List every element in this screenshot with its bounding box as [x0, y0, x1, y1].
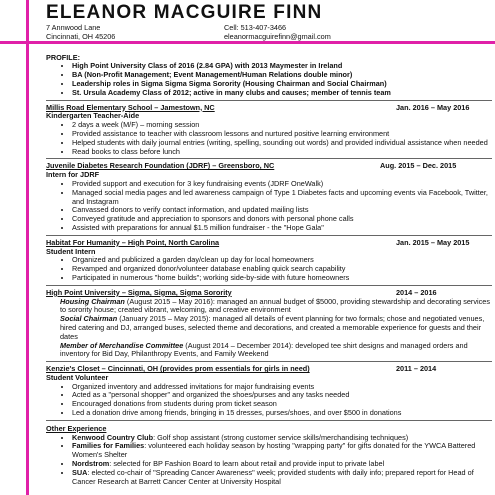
job-organization: Kenzie's Closet – Cincinnati, OH (provides prom essentials for girls in need) — [46, 364, 310, 374]
sorority-entry-title: Member of Merchandise Committee — [60, 340, 184, 350]
profile-heading: PROFILE: — [46, 52, 81, 62]
job-bullet: • Conveyed gratitude and appreciation to sponsors and donors with personal phone calls — [72, 215, 492, 224]
profile-list — [46, 62, 492, 97]
profile-item: • High Point University Class of 2016 (2.84 GPA) with 2013 Maymester in Ireland — [72, 62, 492, 71]
job-bullet: • Organized and publicized a garden day/clean up day for local homeowners — [72, 256, 492, 265]
section-divider — [46, 235, 492, 236]
job-role: Student Volunteer — [46, 372, 109, 382]
job-organization: Habitat For Humanity – High Point, North Carolina — [46, 237, 220, 247]
job-kenzies-closet — [46, 365, 492, 418]
job-bullet: • Canvassed donors to verify contact information, and updated mailing lists — [72, 206, 492, 215]
sorority-entry-text: (August 2014 – December 2014): developed tee shirt designs and managed orders and inventory for Bid Day, Philanthropy Events, and Family Weekend — [60, 340, 468, 359]
job-bullet: • Encouraged donations from students during prom ticket season — [72, 400, 492, 409]
address-line-2: Cincinnati, OH 45206 — [46, 31, 116, 41]
email-address[interactable]: eleanormacguirefinn@gmail.com — [224, 31, 331, 41]
job-organization: High Point University – Sigma, Sigma, Sigma Sorority — [46, 287, 232, 297]
resume-name: ELEANOR MACGUIRE FINN — [46, 2, 323, 23]
sorority-entry — [46, 298, 492, 316]
job-role: Student Intern — [46, 246, 96, 256]
contact-block — [46, 24, 376, 42]
other-item-text: : elected co-chair of "Spreading Cancer Awareness" week; provided students with daily info; prepared report for Head of Cancer Research at Barrett Cancer Center at University Hospital — [72, 467, 474, 486]
sorority-entry-title: Social Chairman — [60, 314, 118, 324]
job-sorority — [46, 289, 492, 359]
other-experience-section — [46, 425, 492, 487]
job-dates: 2011 – 2014 — [396, 364, 437, 374]
other-item-text: : volunteered each holiday season by hosting "wrapping party" for gifts donated for the YWCA Battered Women's Shelter — [72, 441, 476, 460]
other-experience-item — [72, 442, 492, 460]
job-bullet: • Revamped and organized donor/volunteer database enabling quick search capability — [72, 265, 492, 274]
other-item-text: : Golf shop assistant (strong customer service skills/merchandising techniques) — [153, 432, 409, 442]
job-header — [46, 162, 492, 171]
job-role: Intern for JDRF — [46, 170, 100, 180]
job-dates: Jan. 2015 – May 2015 — [396, 237, 470, 247]
job-bullet: • Acted as a "personal shopper" and organized the shoes/purses and any tasks needed — [72, 391, 492, 400]
sorority-entry — [46, 342, 492, 360]
section-divider — [46, 285, 492, 286]
job-bullets — [46, 383, 492, 418]
profile-item: • Leadership roles in Sigma Sigma Sigma Sorority (Housing Chairman and Social Chairman) — [72, 80, 492, 89]
resume-page — [46, 2, 492, 486]
cell-phone: Cell: 513-407-3466 — [224, 23, 287, 32]
address-block — [46, 24, 224, 42]
job-dates: Jan. 2016 – May 2016 — [396, 102, 470, 112]
job-bullet: • Provided support and execution for 3 key fundraising events (JDRF OneWalk) — [72, 180, 492, 189]
job-habitat — [46, 239, 492, 283]
other-item-title: Nordstrom — [72, 459, 110, 469]
sorority-entry-title: Housing Chairman — [60, 296, 125, 306]
other-item-title: Kenwood Country Club — [72, 432, 154, 442]
job-bullet: • 2 days a week (M/F) – morning session — [72, 121, 492, 130]
job-bullet: • Helped students with daily journal entries (writing, spelling, sounding out words) and provided individual assistance when needed — [72, 139, 492, 148]
job-millis-road — [46, 104, 492, 157]
job-bullets — [46, 256, 492, 282]
job-bullets — [46, 180, 492, 233]
job-organization: Juvenile Diabetes Research Foundation (JDRF) – Greensboro, NC — [46, 161, 275, 171]
job-jdrf — [46, 162, 492, 232]
section-divider — [46, 100, 492, 101]
job-bullet: • Managed social media pages and led awareness campaign of Type 1 Diabetes facts and upcoming events via Facebook, Twitter, and Instagram — [72, 189, 492, 207]
profile-item: • St. Ursula Academy Class of 2012; active in many clubs and causes; member of tennis team — [72, 89, 492, 98]
address-line-1: 7 Annwood Lane — [46, 23, 101, 32]
other-experience-heading: Other Experience — [46, 423, 107, 433]
other-item-title: SUA — [72, 467, 88, 477]
job-organization: Millis Road Elementary School – Jamestown, NC — [46, 102, 215, 112]
accent-vertical-bar — [26, 0, 29, 495]
sorority-entry — [46, 315, 492, 341]
job-bullet: • Participated in numerous "home builds"; working side-by-side with future homeowners — [72, 274, 492, 283]
job-bullets — [46, 121, 492, 156]
sorority-entry-text: (January 2015 – May 2015): managed all details of event planning for two formals; chose and negotiated venues, hired catering and DJ, arranged buses, selected theme and decorations, and created a memorable experience for guests and their dates — [60, 314, 485, 341]
phone-email-block — [224, 24, 376, 42]
section-divider — [46, 361, 492, 362]
job-bullet: • Led a donation drive among friends, bringing in 15 dresses, purses/shoes, and over $500 in donations — [72, 409, 492, 418]
job-bullet: • Organized inventory and addressed invitations for major fundraising events — [72, 383, 492, 392]
other-experience-list — [46, 434, 492, 487]
other-item-text: : selected for BP Fashion Board to learn about retail and provide input to private label — [109, 459, 385, 469]
profile-item: • BA (Non-Profit Management; Event Management/Human Relations double minor) — [72, 71, 492, 80]
section-divider — [46, 158, 492, 159]
other-experience-item — [72, 469, 492, 487]
section-divider — [46, 420, 492, 421]
job-role: Kindergarten Teacher-Aide — [46, 111, 140, 121]
job-dates: 2014 – 2016 — [396, 287, 437, 297]
job-dates: Aug. 2015 – Dec. 2015 — [380, 161, 457, 171]
other-item-title: Families for Families — [72, 441, 145, 451]
job-bullet: • Read books to class before lunch — [72, 148, 492, 157]
job-bullet: • Provided assistance to teacher with classroom lessons and nurtured positive learning environment — [72, 130, 492, 139]
job-header — [46, 239, 492, 248]
sorority-entry-text: (August 2015 – May 2016): managed an annual budget of $5000, providing stewardship and decorating services to sorority house; created vibrant, welcoming, and creative environment — [60, 296, 490, 315]
job-header — [46, 365, 492, 374]
job-bullet: • Assisted with preparations for annual $1.5 million fundraiser - the "Hope Gala" — [72, 224, 492, 233]
